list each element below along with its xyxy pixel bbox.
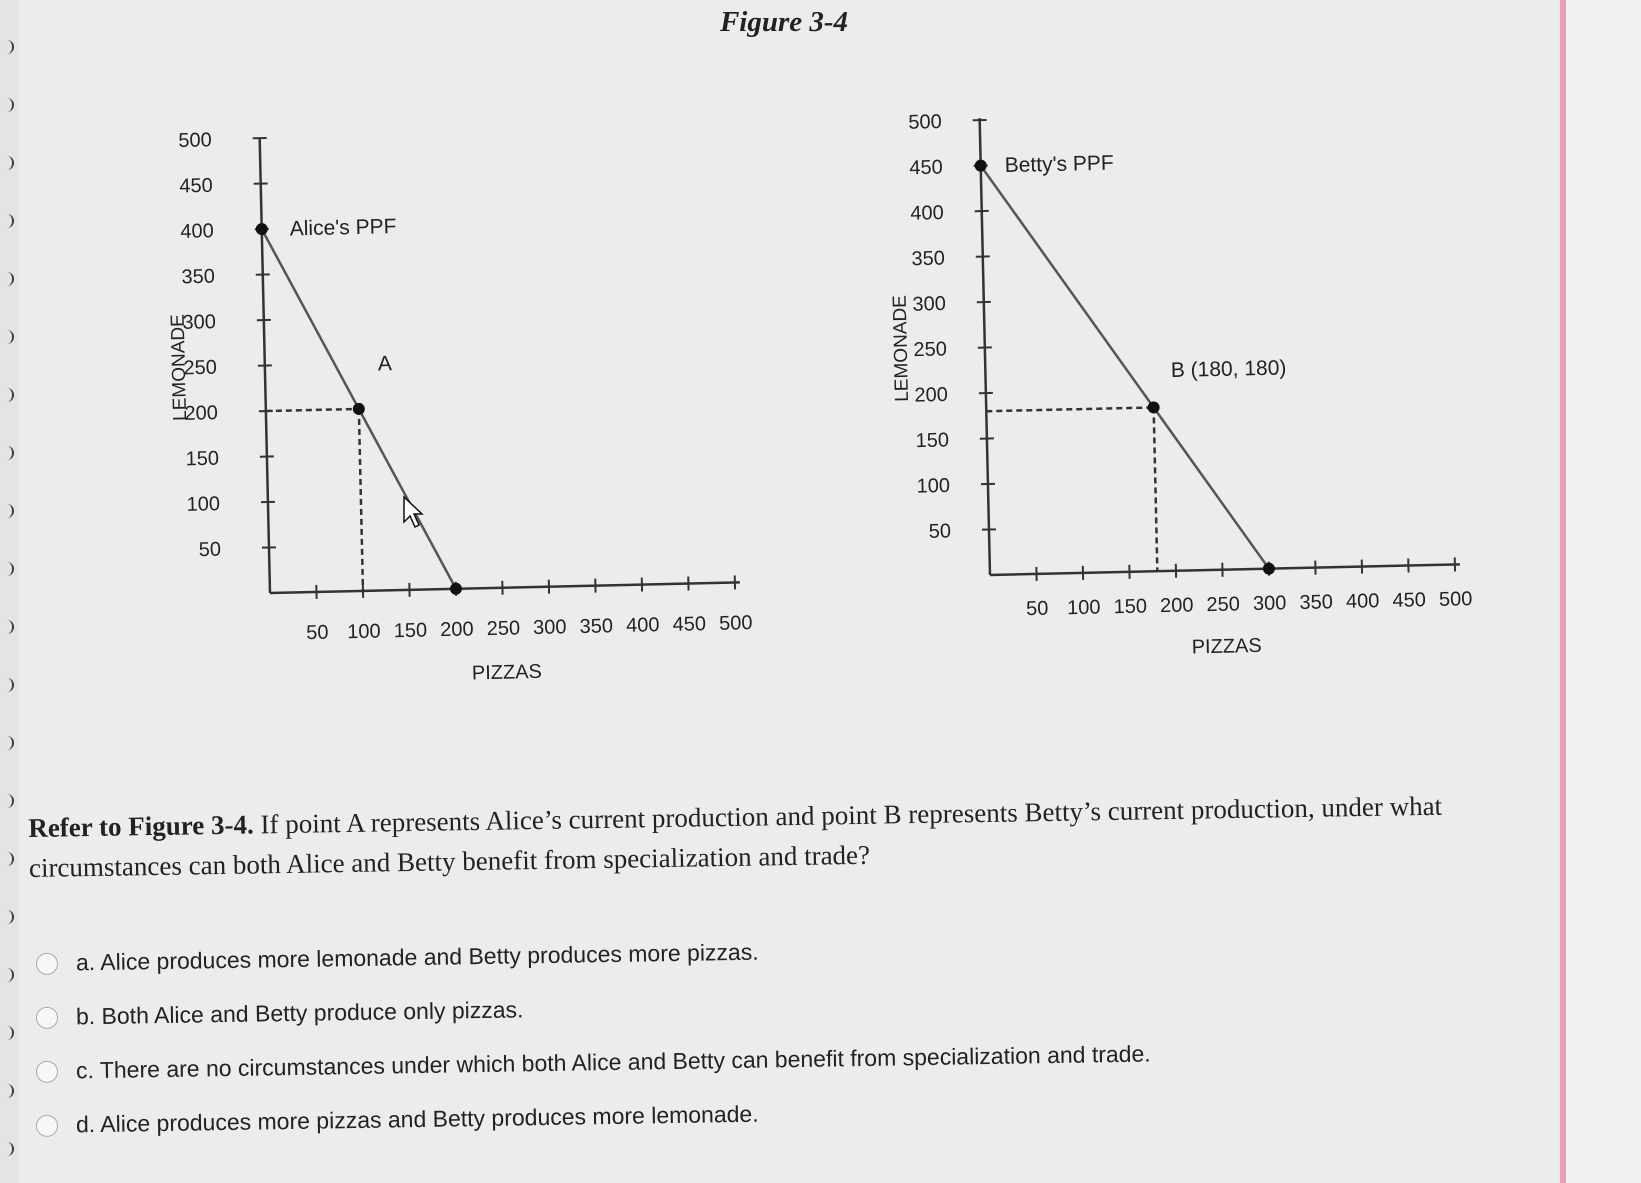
alice-ppf-y-intercept [256,223,268,235]
betty-y-tick-label: 500 [908,110,942,134]
betty-x-tick-label: 100 [1066,596,1101,620]
radio-option-a[interactable] [36,952,58,974]
alice-x-axis [270,582,740,593]
betty-y-axis-label: LEMONADE [889,294,914,402]
alice-x-tick-label: 250 [486,617,521,641]
betty-chart [885,99,1473,665]
alice-y-tick-label: 500 [178,129,212,152]
betty-x-tick-label: 400 [1345,590,1380,613]
alice-chart [163,117,753,691]
betty-x-axis-label: PIZZAS [1191,634,1262,659]
alice-y-tick-label: 350 [181,265,216,289]
radio-option-d[interactable] [36,1114,58,1136]
betty-ppf-label: Betty's PPF [1004,151,1114,178]
alice-x-tick-label: 300 [532,616,567,640]
gutter-tick [0,910,14,924]
betty-y-tick-label: 300 [912,292,947,316]
gutter-tick [0,968,14,982]
option-d-label[interactable]: d. Alice produces more pizzas and Betty produces more lemonade. [75,1100,759,1138]
alice-x-tick-label: 50 [306,621,329,645]
alice-y-axis-label: LEMONADE [167,313,192,422]
alice-x-tick-label: 150 [393,619,428,643]
gutter-tick [0,1084,14,1098]
alice-x-tick-label: 400 [625,614,660,637]
betty-y-tick-label: 350 [911,247,946,271]
alice-x-tick-label: 500 [718,612,753,635]
betty-y-tick-label: 400 [910,201,945,225]
question-body: If point A represents Alice’s current production and point B represents Betty’s current production, under what circumstances can both Alice and Betty benefit from specialization and trade? [28,790,1443,883]
alice-y-tick-label: 250 [183,356,218,380]
option-a-label[interactable]: a. Alice produces more lemonade and Betty produces more pizzas. [75,938,759,976]
betty-y-tick-label: 450 [909,156,943,180]
betty-x-tick-label: 500 [1438,588,1473,611]
betty-y-tick-label: 200 [914,383,949,407]
gutter-tick [0,794,14,808]
alice-y-tick-label: 400 [180,220,215,243]
betty-x-tick-label: 200 [1159,594,1194,618]
alice-x-axis-label: PIZZAS [471,660,543,685]
betty-x-tick-label: 250 [1206,593,1241,617]
alice-y-tick-label: 300 [182,311,217,334]
betty-x-tick-label: 350 [1299,591,1334,614]
alice-y-tick-label: 100 [186,493,221,516]
betty-y-tick-label: 100 [916,474,951,498]
betty-point-label: B (180, 180) [1170,356,1287,383]
gutter-tick [0,1142,14,1156]
option-b-label[interactable]: b. Both Alice and Betty produce only pizzas. [75,996,524,1030]
alice-x-tick-label: 100 [346,620,381,644]
betty-x-tick-label: 300 [1252,592,1287,616]
question-figure-ref: Refer to Figure 3-4. [28,809,254,843]
alice-x-tick-label: 200 [439,618,474,642]
alice-point-label: A [377,352,393,376]
alice-y-tick-label: 200 [184,402,219,425]
betty-x-tick-label: 50 [1025,597,1049,621]
figure-title: Figure 3-4 [719,6,849,38]
alice-point-v-guide [359,409,363,591]
betty-point-v-guide [1154,407,1158,571]
alice-y-tick-label: 50 [198,538,222,562]
gutter-tick [0,852,14,866]
alice-ppf-label: Alice's PPF [289,215,397,241]
alice-x-tick-label: 350 [579,615,614,638]
radio-option-b[interactable] [36,1006,58,1028]
alice-production-point [353,403,365,415]
betty-y-tick-label: 250 [913,338,948,362]
betty-x-tick-label: 450 [1392,589,1427,612]
alice-x-tick-label: 450 [672,613,707,636]
betty-y-tick-label: 50 [928,520,952,543]
betty-x-tick-label: 150 [1113,595,1148,619]
alice-ppf-x-intercept [450,583,462,595]
betty-x-axis [990,564,1460,575]
alice-y-tick-label: 150 [185,447,220,471]
radio-option-c[interactable] [36,1060,58,1082]
option-c-label[interactable]: c. There are no circumstances under which both Alice and Betty can benefit from specialization and trade. [75,1040,1151,1084]
gutter-tick [0,1026,14,1040]
betty-y-tick-label: 150 [915,429,950,453]
alice-point-h-guide [266,409,359,411]
betty-point-h-guide [986,407,1153,411]
alice-y-tick-label: 450 [179,174,213,198]
